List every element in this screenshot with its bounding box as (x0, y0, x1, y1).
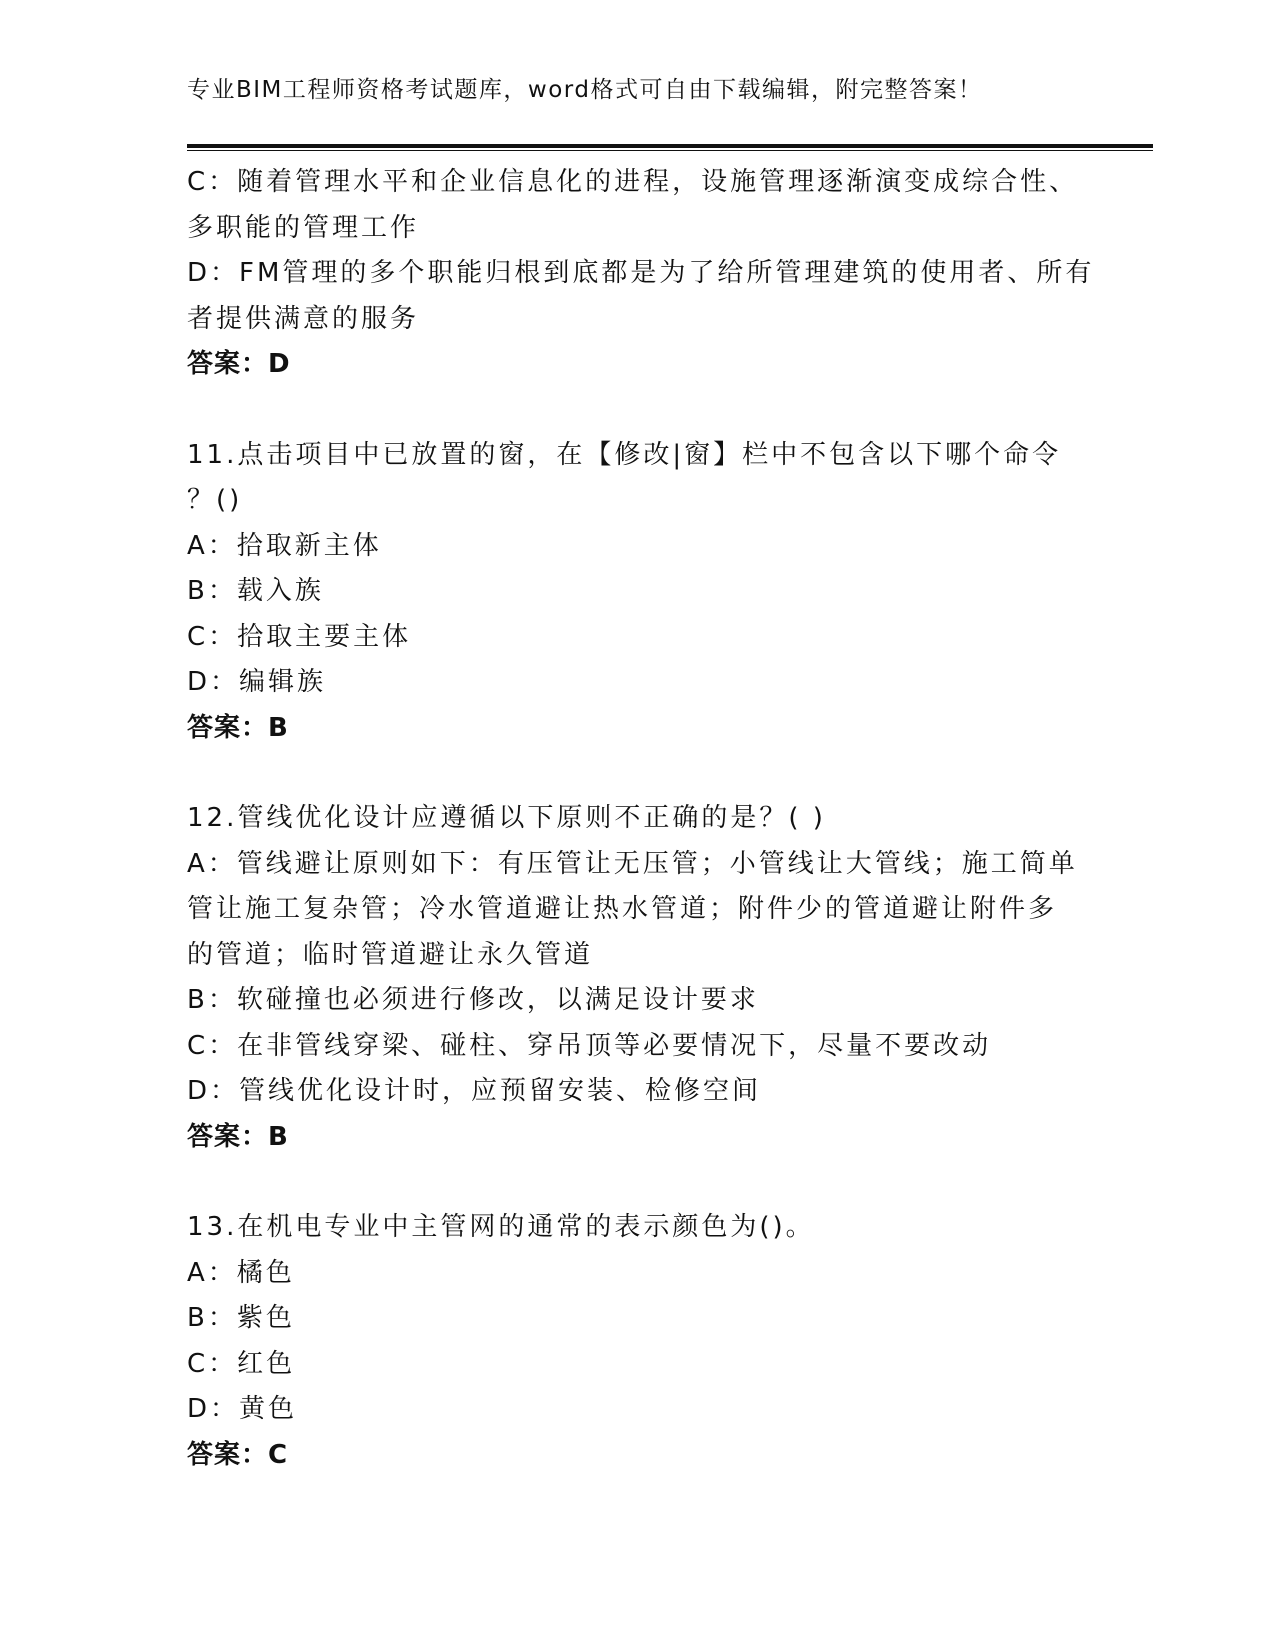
question-11 (187, 433, 1087, 752)
option-c: C：拾取主要主体 (187, 621, 412, 652)
question-stem: 12.管线优化设计应遵循以下原则不正确的是？( ) (187, 803, 826, 833)
option-b: B：载入族 (187, 576, 324, 606)
option-d: D：编辑族 (187, 667, 327, 697)
spacer (187, 1160, 1087, 1205)
prev-question-block (187, 160, 1095, 388)
option-a-line-1: A：管线避让原则如下：有压管让无压管；小管线让大管线；施工简单 (187, 848, 1078, 879)
document-body (187, 160, 1095, 1478)
header-divider-thin (187, 150, 1153, 151)
option-c: C：在非管线穿梁、碰柱、穿吊顶等必要情况下，尽量不要改动 (187, 1030, 992, 1061)
option-a: A：橘色 (187, 1257, 295, 1288)
spacer (187, 751, 1087, 796)
option-d: D：管线优化设计时，应预留安装、检修空间 (187, 1076, 762, 1106)
option-b: B：紫色 (187, 1303, 295, 1333)
question-stem-line-2: ？() (187, 485, 243, 515)
option-a: A：拾取新主体 (187, 530, 382, 561)
answer-label: 答案：D (187, 349, 291, 379)
option-a-line-3: 的管道；临时管道避让永久管道 (187, 939, 594, 970)
question-stem-line-1: 11.点击项目中已放置的窗，在【修改|窗】栏中不包含以下哪个命令 (187, 439, 1062, 470)
question-stem: 13.在机电专业中主管网的通常的表示颜色为()。 (187, 1212, 815, 1242)
option-c-line-2: 多职能的管理工作 (187, 212, 420, 243)
option-c-line-1: C：随着管理水平和企业信息化的进程，设施管理逐渐演变成综合性、 (187, 167, 1079, 197)
spacer (187, 388, 1087, 433)
option-d-line-1: D：FM管理的多个职能归根到底都是为了给所管理建筑的使用者、所有 (187, 258, 1095, 288)
question-12 (187, 796, 1087, 1160)
question-13 (187, 1205, 1087, 1478)
header-divider-thick (187, 144, 1153, 148)
option-c: C：红色 (187, 1348, 296, 1379)
option-a-line-2: 管让施工复杂管；冷水管道避让热水管道；附件少的管道避让附件多 (187, 894, 1058, 924)
answer-label: 答案：B (187, 712, 289, 743)
page-header: 专业BIM工程师资格考试题库，word格式可自由下载编辑，附完整答案！ (187, 77, 983, 103)
option-d: D：黄色 (187, 1394, 298, 1424)
answer-label: 答案：C (187, 1439, 289, 1470)
option-d-line-2: 者提供满意的服务 (187, 303, 420, 334)
answer-label: 答案：B (187, 1121, 289, 1152)
option-b: B：软碰撞也必须进行修改，以满足设计要求 (187, 985, 759, 1015)
